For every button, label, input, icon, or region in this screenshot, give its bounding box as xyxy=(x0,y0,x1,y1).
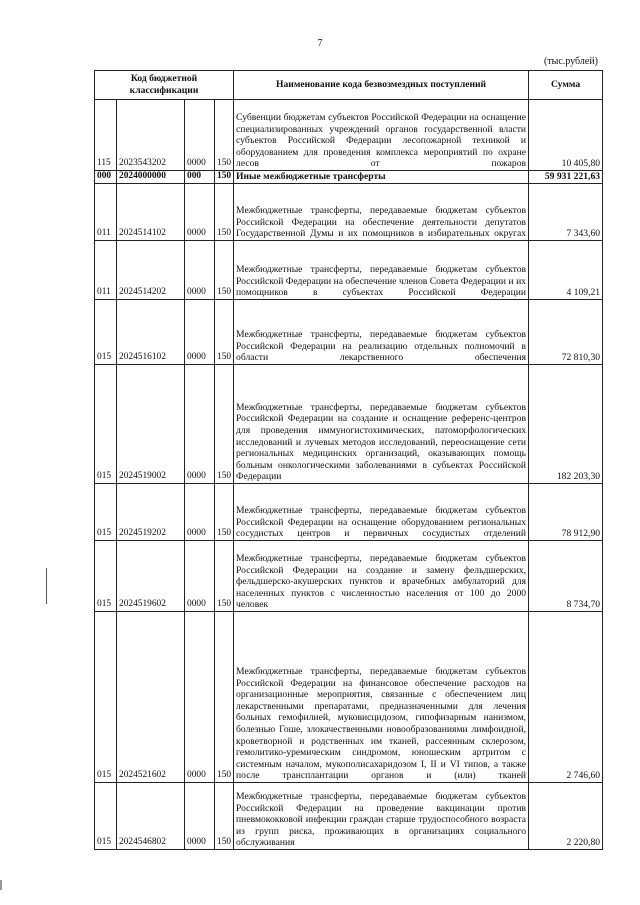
cell-name: Межбюджетные трансферты, передаваемые бюджетам субъектов Российской Федерации на обеспечение членов Совета Федерации и их помощников в субъектах Российской Федерации xyxy=(234,241,529,300)
cell-sum: 8 734,70 xyxy=(529,541,603,612)
cell-sum: 182 203,30 xyxy=(529,365,603,484)
cell-sum: 10 405,80 xyxy=(529,100,603,171)
cell-kind: 150 xyxy=(215,783,234,850)
cell-name: Межбюджетные трансферты, передаваемые бюджетам субъектов Российской Федерации на финансовое обеспечение расходов на организационные мероприятия, связанные с обеспечением лиц лекарственными препаратами, предназначенными для лечения больных гемофилией, муковисцидозом, гипофизарным нанизмом, болезнью Гоше, злокачественными новообразованиями лимфоидной, кроветворной и родственных им тканей, рассеянным склерозом, гемолитико-уремическим синдромом, юношеским артритом с системным началом, мукополисахаридозом I, II и VI типов, а также после трансплантации органов и (или) тканей xyxy=(234,612,529,783)
cell-sub: 0000 xyxy=(185,783,215,850)
cell-kind: 150 xyxy=(215,365,234,484)
cell-code: 2024546802 xyxy=(117,783,185,850)
cell-code: 2024519602 xyxy=(117,541,185,612)
edge-mark xyxy=(0,880,2,890)
cell-sum: 7 343,60 xyxy=(529,184,603,241)
cell-code: 2024000000 xyxy=(117,171,185,184)
cell-admin: 011 xyxy=(95,184,117,241)
cell-kind: 150 xyxy=(215,241,234,300)
cell-kind: 150 xyxy=(215,300,234,365)
cell-admin: 015 xyxy=(95,541,117,612)
cell-admin: 115 xyxy=(95,100,117,171)
cell-admin: 015 xyxy=(95,783,117,850)
cell-kind: 150 xyxy=(215,171,234,184)
table-row xyxy=(95,184,603,241)
cell-sub: 0000 xyxy=(185,300,215,365)
cell-code: 2024516102 xyxy=(117,300,185,365)
cell-sub: 0000 xyxy=(185,484,215,541)
cell-kind: 150 xyxy=(215,541,234,612)
cell-sub: 0000 xyxy=(185,184,215,241)
cell-sum: 72 810,30 xyxy=(529,300,603,365)
cell-code: 2024519002 xyxy=(117,365,185,484)
cell-sum: 2 220,80 xyxy=(529,783,603,850)
table-header-row xyxy=(95,71,603,100)
cell-name: Межбюджетные трансферты, передаваемые бюджетам субъектов Российской Федерации на оснащение оборудованием региональных сосудистых центров и первичных сосудистых отделений xyxy=(234,484,529,541)
cell-sum: 4 109,21 xyxy=(529,241,603,300)
cell-kind: 150 xyxy=(215,612,234,783)
cell-name: Межбюджетные трансферты, передаваемые бюджетам субъектов Российской Федерации на создание и замену фельдшерских, фельдшерско-акушерских пунктов и врачебных амбулаторий для населенных пунктов с численностью населения от 100 до 2000 человек xyxy=(234,541,529,612)
margin-mark xyxy=(46,568,47,604)
cell-sub: 0000 xyxy=(185,541,215,612)
cell-code: 2024514102 xyxy=(117,184,185,241)
budget-table xyxy=(94,70,603,850)
table-row xyxy=(95,171,603,184)
table-row xyxy=(95,783,603,850)
cell-kind: 150 xyxy=(215,184,234,241)
cell-name: Межбюджетные трансферты, передаваемые бюджетам субъектов Российской Федерации на реализацию отдельных полномочий в области лекарственного обеспечения xyxy=(234,300,529,365)
header-code: Код бюджетной классификации xyxy=(95,71,234,100)
cell-code: 2024521602 xyxy=(117,612,185,783)
cell-name: Межбюджетные трансферты, передаваемые бюджетам субъектов Российской Федерации на обеспечение деятельности депутатов Государственной Думы и их помощников в избирательных округах xyxy=(234,184,529,241)
cell-sub: 0000 xyxy=(185,100,215,171)
table-row xyxy=(95,484,603,541)
cell-sub: 0000 xyxy=(185,365,215,484)
cell-sum: 2 746,60 xyxy=(529,612,603,783)
cell-admin: 011 xyxy=(95,241,117,300)
cell-sub: 0000 xyxy=(185,241,215,300)
cell-kind: 150 xyxy=(215,100,234,171)
cell-code: 2023543202 xyxy=(117,100,185,171)
header-sum: Сумма xyxy=(529,71,603,100)
cell-kind: 150 xyxy=(215,484,234,541)
cell-admin: 015 xyxy=(95,612,117,783)
cell-name: Межбюджетные трансферты, передаваемые бюджетам субъектов Российской Федерации на создание и оснащение референс-центров для проведения иммуногистохимических, патоморфологических исследований и лучевых методов исследований, переоснащение сети региональных медицинских организаций, оказывающих помощь больным онкологическими заболеваниями в субъектах Российской Федерации xyxy=(234,365,529,484)
cell-code: 2024514202 xyxy=(117,241,185,300)
cell-name: Иные межбюджетные трансферты xyxy=(234,171,529,184)
page-number: 7 xyxy=(317,38,323,49)
header-name: Наименование кода безвозмездных поступлений xyxy=(234,71,529,100)
cell-sub: 000 xyxy=(185,171,215,184)
cell-sub: 0000 xyxy=(185,612,215,783)
table-row xyxy=(95,612,603,783)
table-row xyxy=(95,241,603,300)
table-row xyxy=(95,100,603,171)
units-label: (тыс.рублей) xyxy=(543,56,598,67)
table-row xyxy=(95,365,603,484)
cell-admin: 000 xyxy=(95,171,117,184)
cell-sum: 78 912,90 xyxy=(529,484,603,541)
cell-admin: 015 xyxy=(95,484,117,541)
cell-admin: 015 xyxy=(95,365,117,484)
cell-name: Межбюджетные трансферты, передаваемые бюджетам субъектов Российской Федерации на проведение вакцинации против пневмококковой инфекции граждан старше трудоспособного возраста из групп риска, проживающих в организациях социального обслуживания xyxy=(234,783,529,850)
cell-name: Субвенции бюджетам субъектов Российской Федерации на оснащение специализированных учреждений органов государственной власти субъектов Российской Федерации лесопожарной техникой и оборудованием для проведения комплекса мероприятий по охране лесов от пожаров xyxy=(234,100,529,171)
cell-code: 2024519202 xyxy=(117,484,185,541)
cell-admin: 015 xyxy=(95,300,117,365)
table-row xyxy=(95,541,603,612)
cell-sum: 59 931 221,63 xyxy=(529,171,603,184)
table-row xyxy=(95,300,603,365)
